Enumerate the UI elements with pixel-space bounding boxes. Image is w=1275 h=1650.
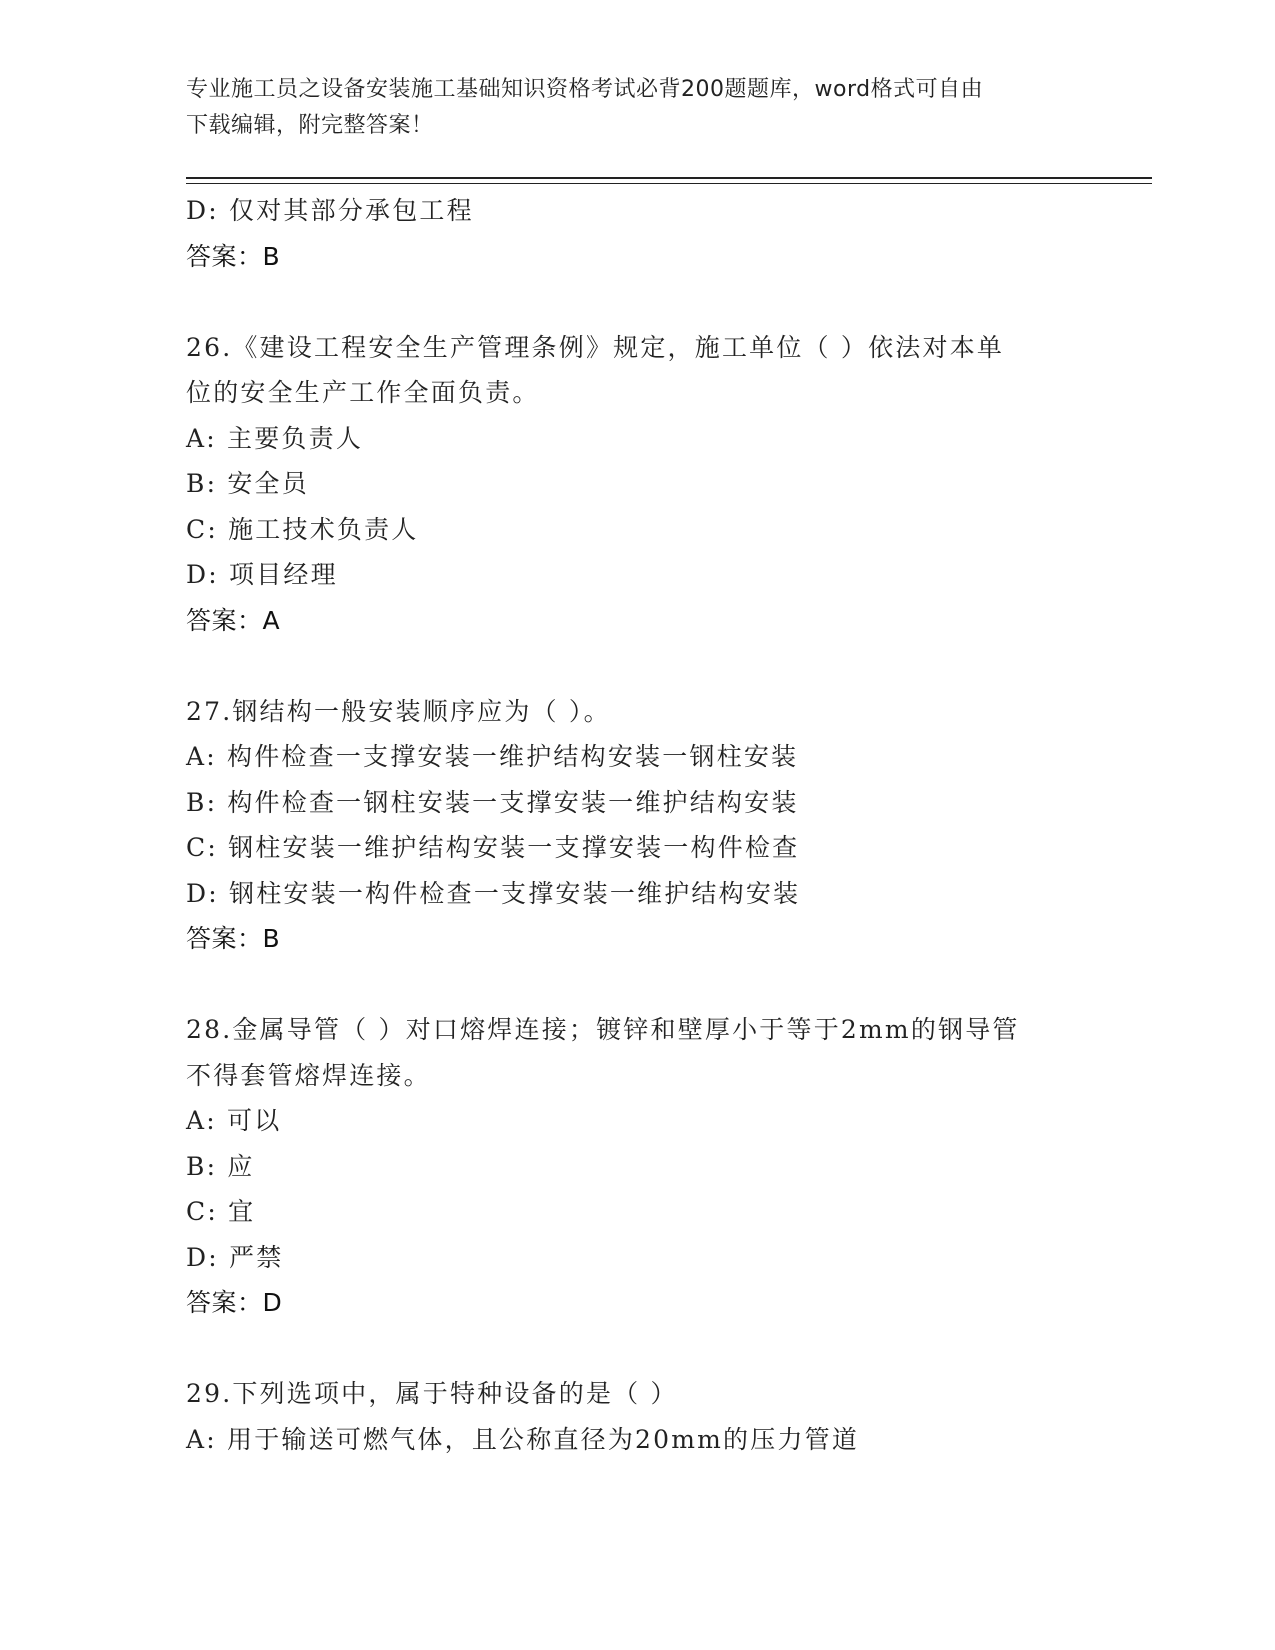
spacer: [186, 962, 1086, 1008]
answer-line: 答案：B: [186, 924, 281, 953]
option-d: D: 仅对其部分承包工程: [186, 196, 474, 225]
answer-line: 答案：B: [186, 241, 281, 271]
header-rule-thin: [186, 183, 1152, 184]
option-c: C: 宜: [186, 1197, 256, 1226]
option-c: C: 钢柱安装一维护结构安装一支撑安装一构件检查: [186, 833, 800, 862]
spacer: [186, 1326, 1086, 1372]
header-rule-thick: [186, 177, 1152, 179]
option-b: B: 安全员: [186, 469, 309, 498]
option-d: D: 项目经理: [186, 560, 338, 589]
question-stem: 位的安全生产工作全面负责。: [186, 378, 540, 407]
question-28: [186, 1007, 1086, 1326]
question-stem: 不得套管熔焊连接。: [186, 1060, 431, 1090]
document-header: [186, 72, 1086, 144]
option-a: A: 用于输送可燃气体，且公称直径为20mm的压力管道: [186, 1424, 860, 1454]
question-stem: 29.下列选项中，属于特种设备的是（ ）: [186, 1379, 678, 1408]
spacer: [186, 643, 1086, 689]
answer-line: 答案：A: [186, 605, 281, 635]
header-line-1: 专业施工员之设备安装施工基础知识资格考试必背200题题库，word格式可自由: [186, 77, 984, 102]
question-27: [186, 689, 1086, 962]
option-b: B: 应: [186, 1151, 255, 1181]
option-d: D: 严禁: [186, 1242, 284, 1272]
question-stem: 27.钢结构一般安装顺序应为（ ）。: [186, 696, 611, 726]
spacer: [186, 279, 1086, 325]
option-a: A: 构件检查一支撑安装一维护结构安装一钢柱安装: [186, 742, 799, 771]
option-d: D: 钢柱安装一构件检查一支撑安装一维护结构安装: [186, 878, 801, 908]
header-line-2: 下载编辑，附完整答案！: [186, 113, 434, 138]
question-stem: 28.金属导管（ ）对口熔焊连接；镀锌和壁厚小于等于2mm的钢导管: [186, 1015, 1020, 1044]
question-26: [186, 325, 1086, 644]
question-list: [186, 188, 1086, 1462]
option-c: C: 施工技术负责人: [186, 514, 419, 544]
option-a: A: 可以: [186, 1106, 282, 1135]
question-stem: 26.《建设工程安全生产管理条例》规定，施工单位（ ）依法对本单: [186, 332, 1005, 362]
option-b: B: 构件检查一钢柱安装一支撑安装一维护结构安装: [186, 787, 799, 817]
question-29: [186, 1371, 1086, 1462]
option-a: A: 主要负责人: [186, 423, 364, 453]
answer-line: 答案：D: [186, 1288, 283, 1317]
